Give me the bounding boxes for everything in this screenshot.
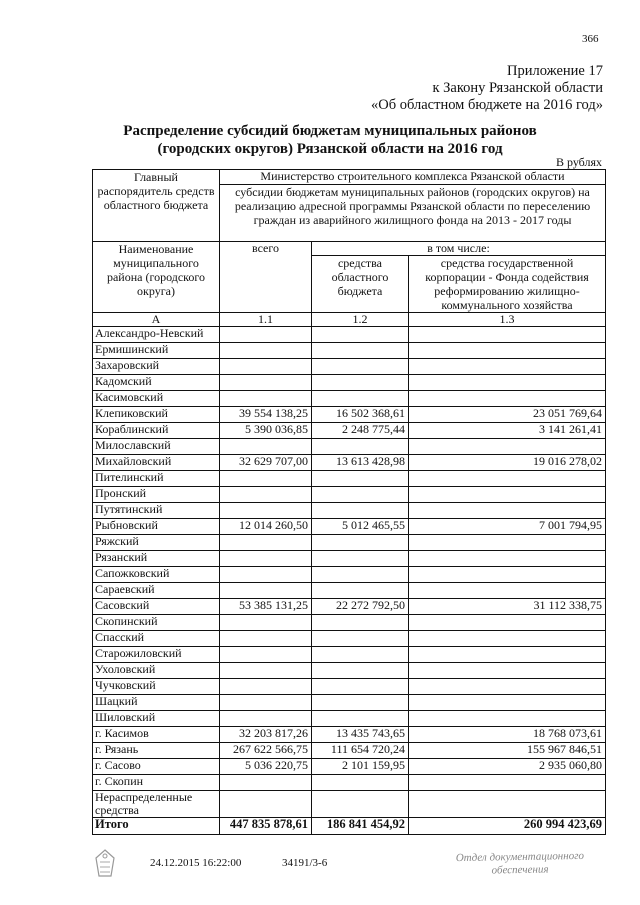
total-amount-cell <box>220 791 312 818</box>
emblem-icon <box>92 848 118 878</box>
table-row <box>93 343 606 359</box>
regional-budget-cell <box>312 391 409 407</box>
regional-budget-cell <box>312 343 409 359</box>
total-amount-cell <box>220 775 312 791</box>
regional-budget-cell <box>312 615 409 631</box>
header-row-columns <box>93 242 606 256</box>
regional-budget-cell <box>312 439 409 455</box>
corporation-fund-cell <box>409 791 606 818</box>
corporation-fund-cell <box>409 631 606 647</box>
regional-budget-cell: 13 613 428,98 <box>312 455 409 471</box>
regional-budget-cell <box>312 647 409 663</box>
total-amount-cell: 32 629 707,00 <box>220 455 312 471</box>
district-name-cell: Ермишинский <box>93 343 220 359</box>
total-amount-cell <box>220 359 312 375</box>
subsidy-header: субсидии бюджетам муниципальных районов (городских округов) на реализацию адресной программы Рязанской области по переселению граждан из аварийного жилищного фонда на 2013 - 2017 годы <box>220 185 606 242</box>
district-name-cell: г. Скопин <box>93 775 220 791</box>
corporation-fund-cell: 3 141 261,41 <box>409 423 606 439</box>
total-amount-cell: 39 554 138,25 <box>220 407 312 423</box>
district-name-cell: Итого <box>93 818 220 835</box>
total-amount-cell <box>220 551 312 567</box>
corporation-fund-cell <box>409 327 606 343</box>
total-amount-cell <box>220 391 312 407</box>
corporation-fund-cell <box>409 551 606 567</box>
appendix-line-2: к Закону Рязанской области <box>432 80 603 96</box>
code-1-2: 1.2 <box>312 313 409 327</box>
table-row <box>93 631 606 647</box>
total-amount-cell <box>220 343 312 359</box>
district-name-cell: Спасский <box>93 631 220 647</box>
regional-budget-cell <box>312 359 409 375</box>
regional-budget-header: средства областного бюджета <box>312 256 409 313</box>
code-a: А <box>93 313 220 327</box>
district-name-cell: Клепиковский <box>93 407 220 423</box>
regional-budget-cell: 13 435 743,65 <box>312 727 409 743</box>
regional-budget-cell <box>312 503 409 519</box>
table-row <box>93 455 606 471</box>
corporation-fund-cell <box>409 471 606 487</box>
total-amount-cell: 447 835 878,61 <box>220 818 312 835</box>
district-name-cell: Захаровский <box>93 359 220 375</box>
district-name-cell: Ряжский <box>93 535 220 551</box>
district-name-cell: Михайловский <box>93 455 220 471</box>
regional-budget-cell: 111 654 720,24 <box>312 743 409 759</box>
district-name-cell: Пителинский <box>93 471 220 487</box>
table-row <box>93 679 606 695</box>
district-name-cell: Ухоловский <box>93 663 220 679</box>
table-row <box>93 711 606 727</box>
table-row <box>93 519 606 535</box>
corporation-fund-cell: 260 994 423,69 <box>409 818 606 835</box>
title-line-2: (городских округов) Рязанской области на 2016 год <box>157 141 503 157</box>
total-amount-cell <box>220 327 312 343</box>
district-name-cell: г. Рязань <box>93 743 220 759</box>
total-amount-cell <box>220 567 312 583</box>
table-row <box>93 743 606 759</box>
corporation-fund-cell <box>409 359 606 375</box>
corporation-fund-cell <box>409 679 606 695</box>
table-row <box>93 391 606 407</box>
corporation-fund-cell <box>409 775 606 791</box>
corporation-fund-cell <box>409 487 606 503</box>
district-name-cell: Кораблинский <box>93 423 220 439</box>
table-row <box>93 663 606 679</box>
district-name-cell: Сасовский <box>93 599 220 615</box>
footer-datetime: 24.12.2015 16:22:00 <box>150 857 242 869</box>
regional-budget-cell <box>312 375 409 391</box>
document-title <box>60 122 600 158</box>
regional-budget-cell: 16 502 368,61 <box>312 407 409 423</box>
total-header: всего <box>220 242 312 313</box>
regional-budget-cell: 2 248 775,44 <box>312 423 409 439</box>
code-1-3: 1.3 <box>409 313 606 327</box>
table-row <box>93 487 606 503</box>
appendix-line-1: Приложение 17 <box>507 63 603 79</box>
including-header: в том числе: <box>312 242 606 256</box>
table-row <box>93 583 606 599</box>
header-row-ministry <box>93 170 606 185</box>
district-name-cell: Касимовский <box>93 391 220 407</box>
district-name-cell: г. Сасово <box>93 759 220 775</box>
total-amount-cell: 32 203 817,26 <box>220 727 312 743</box>
title-line-1: Распределение субсидий бюджетам муниципальных районов <box>123 123 537 139</box>
total-amount-cell <box>220 695 312 711</box>
main-manager-header: Главный распорядитель средств областного бюджета <box>93 170 220 242</box>
regional-budget-cell <box>312 567 409 583</box>
regional-budget-cell <box>312 663 409 679</box>
total-amount-cell: 267 622 566,75 <box>220 743 312 759</box>
table-row <box>93 359 606 375</box>
regional-budget-cell <box>312 535 409 551</box>
total-amount-cell <box>220 583 312 599</box>
regional-budget-cell <box>312 471 409 487</box>
corporation-fund-cell: 23 051 769,64 <box>409 407 606 423</box>
district-name-cell: Шиловский <box>93 711 220 727</box>
corporation-fund-cell <box>409 567 606 583</box>
department-stamp: Отдел документационного обеспечения <box>455 849 585 877</box>
table-row <box>93 727 606 743</box>
regional-budget-cell <box>312 487 409 503</box>
page-number: 366 <box>582 33 599 45</box>
district-name-cell: Путятинский <box>93 503 220 519</box>
corporation-fund-cell: 31 112 338,75 <box>409 599 606 615</box>
corporation-fund-cell <box>409 503 606 519</box>
corporation-fund-cell <box>409 439 606 455</box>
table-row <box>93 375 606 391</box>
regional-budget-cell: 5 012 465,55 <box>312 519 409 535</box>
district-name-cell: Шацкий <box>93 695 220 711</box>
corporation-fund-cell <box>409 695 606 711</box>
district-name-cell: Рязанский <box>93 551 220 567</box>
corporation-fund-cell <box>409 583 606 599</box>
corporation-fund-cell: 7 001 794,95 <box>409 519 606 535</box>
appendix-line-3: «Об областном бюджете на 2016 год» <box>371 97 603 113</box>
district-name-cell: Александро-Невский <box>93 327 220 343</box>
regional-budget-cell <box>312 327 409 343</box>
district-name-header: Наименование муниципального района (городского округа) <box>93 242 220 313</box>
regional-budget-cell: 2 101 159,95 <box>312 759 409 775</box>
regional-budget-cell <box>312 775 409 791</box>
table-row <box>93 423 606 439</box>
regional-budget-cell <box>312 551 409 567</box>
footer-doc-code: 34191/3-6 <box>282 857 328 869</box>
code-1-1: 1.1 <box>220 313 312 327</box>
column-codes-row <box>93 313 606 327</box>
table-row <box>93 551 606 567</box>
district-name-cell: Рыбновский <box>93 519 220 535</box>
corporation-fund-cell: 18 768 073,61 <box>409 727 606 743</box>
district-name-cell: г. Касимов <box>93 727 220 743</box>
district-name-cell: Скопинский <box>93 615 220 631</box>
table-row <box>93 407 606 423</box>
total-amount-cell <box>220 615 312 631</box>
table-row <box>93 327 606 343</box>
corporation-fund-cell <box>409 615 606 631</box>
total-amount-cell: 12 014 260,50 <box>220 519 312 535</box>
table-row <box>93 599 606 615</box>
corporation-fund-header: средства государственной корпорации - Фонда содействия реформированию жилищно-коммунального хозяйства <box>409 256 606 313</box>
total-amount-cell: 5 036 220,75 <box>220 759 312 775</box>
units-label: В рублях <box>555 155 602 169</box>
ministry-header: Министерство строительного комплекса Рязанской области <box>220 170 606 185</box>
corporation-fund-cell <box>409 647 606 663</box>
total-amount-cell: 53 385 131,25 <box>220 599 312 615</box>
regional-budget-cell <box>312 679 409 695</box>
corporation-fund-cell <box>409 391 606 407</box>
district-name-cell: Сараевский <box>93 583 220 599</box>
total-amount-cell <box>220 631 312 647</box>
table-row <box>93 567 606 583</box>
district-name-cell: Пронский <box>93 487 220 503</box>
district-name-cell: Милославский <box>93 439 220 455</box>
corporation-fund-cell <box>409 343 606 359</box>
district-name-cell: Старожиловский <box>93 647 220 663</box>
total-amount-cell <box>220 711 312 727</box>
table-row <box>93 775 606 791</box>
table-row <box>93 439 606 455</box>
table-row <box>93 471 606 487</box>
corporation-fund-cell <box>409 711 606 727</box>
district-name-cell: Чучковский <box>93 679 220 695</box>
total-amount-cell <box>220 535 312 551</box>
regional-budget-cell <box>312 711 409 727</box>
total-amount-cell <box>220 503 312 519</box>
totals-row <box>93 818 606 835</box>
corporation-fund-cell <box>409 375 606 391</box>
regional-budget-cell <box>312 791 409 818</box>
total-amount-cell <box>220 375 312 391</box>
total-amount-cell <box>220 439 312 455</box>
corporation-fund-cell <box>409 663 606 679</box>
regional-budget-cell <box>312 695 409 711</box>
corporation-fund-cell: 155 967 846,51 <box>409 743 606 759</box>
regional-budget-cell <box>312 631 409 647</box>
table-row <box>93 695 606 711</box>
corporation-fund-cell <box>409 535 606 551</box>
table-row <box>93 615 606 631</box>
corporation-fund-cell: 19 016 278,02 <box>409 455 606 471</box>
table-row <box>93 535 606 551</box>
regional-budget-cell: 22 272 792,50 <box>312 599 409 615</box>
unallocated-row <box>93 791 606 818</box>
subsidy-table <box>92 169 606 835</box>
total-amount-cell <box>220 647 312 663</box>
total-amount-cell <box>220 471 312 487</box>
regional-budget-cell <box>312 583 409 599</box>
appendix-block <box>283 63 603 114</box>
district-name-cell: Сапожковский <box>93 567 220 583</box>
table-row <box>93 647 606 663</box>
table-row <box>93 759 606 775</box>
district-name-cell: Нераспределенные средства <box>93 791 220 818</box>
total-amount-cell: 5 390 036,85 <box>220 423 312 439</box>
regional-budget-cell: 186 841 454,92 <box>312 818 409 835</box>
district-name-cell: Кадомский <box>93 375 220 391</box>
total-amount-cell <box>220 679 312 695</box>
total-amount-cell <box>220 663 312 679</box>
table-row <box>93 503 606 519</box>
total-amount-cell <box>220 487 312 503</box>
corporation-fund-cell: 2 935 060,80 <box>409 759 606 775</box>
